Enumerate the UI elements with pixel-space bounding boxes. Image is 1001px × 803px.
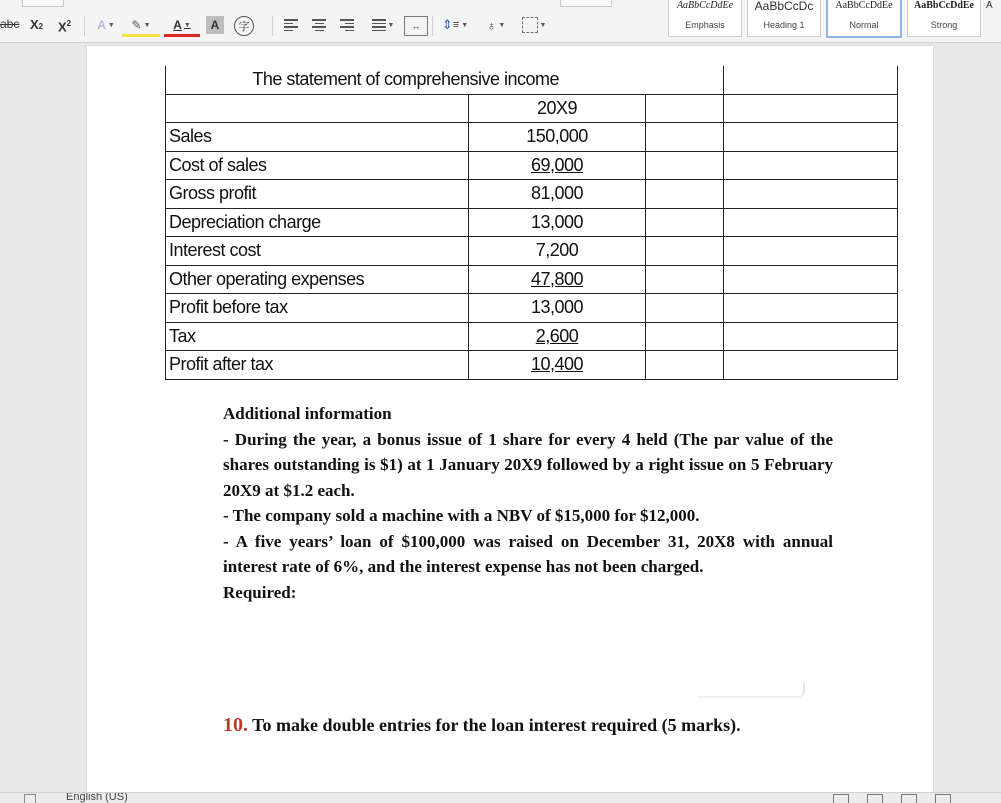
table-cell-empty bbox=[724, 151, 898, 180]
styles-gallery bbox=[668, 0, 993, 38]
strikethrough-button[interactable]: abc bbox=[0, 17, 20, 31]
justify-icon bbox=[372, 19, 386, 31]
table-cell-empty bbox=[646, 123, 724, 152]
align-left-icon bbox=[284, 19, 298, 31]
row-value: 13,000 bbox=[469, 294, 646, 323]
table-cell-empty bbox=[724, 180, 898, 209]
row-value: 7,200 bbox=[469, 237, 646, 266]
status-bar bbox=[0, 792, 1001, 803]
additional-bonus-issue: - During the year, a bonus issue of 1 share for every 4 held (The par value of the shares outstanding is $1) at 1 January 20X9 followed by a right issue on 5 February 20X9 at $1.2 each. bbox=[223, 429, 833, 500]
table-cell-empty bbox=[724, 294, 898, 323]
row-value-text: 10,400 bbox=[530, 354, 584, 375]
chevron-down-icon: ▼ bbox=[183, 21, 191, 29]
highlight-color-button[interactable] bbox=[122, 16, 160, 34]
row-value: 150,000 bbox=[469, 123, 646, 152]
ribbon-control-stub[interactable] bbox=[560, 0, 612, 7]
row-value: 81,000 bbox=[469, 180, 646, 209]
faint-mark bbox=[697, 682, 805, 698]
font-color-swatch bbox=[164, 34, 200, 37]
borders-icon bbox=[522, 17, 538, 33]
table-title-row bbox=[166, 66, 898, 94]
table-cell-empty bbox=[724, 123, 898, 152]
table-cell-empty bbox=[646, 151, 724, 180]
style-strong[interactable] bbox=[907, 0, 981, 37]
style-emphasis[interactable] bbox=[668, 0, 742, 37]
row-value bbox=[469, 351, 646, 380]
highlight-color-swatch bbox=[122, 34, 160, 37]
enclose-characters-button[interactable] bbox=[234, 16, 254, 36]
font-color-icon: A bbox=[173, 18, 182, 32]
ribbon bbox=[0, 0, 1001, 43]
style-normal[interactable] bbox=[826, 0, 902, 38]
align-center-button[interactable] bbox=[310, 16, 328, 34]
row-label: Interest cost bbox=[166, 237, 469, 266]
table-cell-empty bbox=[724, 208, 898, 237]
style-sample: AaBbCcDdEe bbox=[835, 0, 893, 11]
font-color-button[interactable] bbox=[164, 16, 200, 34]
row-label: Other operating expenses bbox=[166, 265, 469, 294]
row-value bbox=[469, 151, 646, 180]
table-row bbox=[166, 322, 898, 351]
table-cell-empty bbox=[646, 237, 724, 266]
row-label: Sales bbox=[166, 123, 469, 152]
superscript-letter: X bbox=[58, 19, 67, 35]
chevron-down-icon: ▼ bbox=[461, 21, 469, 29]
enclose-characters-icon: 字 bbox=[238, 21, 250, 33]
row-label: Profit after tax bbox=[166, 351, 469, 380]
character-shading-icon: A bbox=[210, 18, 220, 32]
table-row bbox=[166, 151, 898, 180]
question-10 bbox=[223, 714, 741, 737]
table-cell-empty bbox=[724, 66, 898, 94]
row-label: Gross profit bbox=[166, 180, 469, 209]
additional-machine-sale: - The company sold a machine with a NBV of $15,000 for $12,000. bbox=[223, 506, 700, 525]
table-cell-empty bbox=[724, 351, 898, 380]
row-value-text: 69,000 bbox=[530, 154, 584, 175]
table-cell-empty bbox=[646, 351, 724, 380]
document-page[interactable] bbox=[87, 46, 933, 792]
style-name: Heading 1 bbox=[763, 20, 805, 30]
subscript-letter: X bbox=[30, 17, 39, 32]
row-value-text: 47,800 bbox=[530, 268, 584, 289]
table-cell-empty bbox=[646, 265, 724, 294]
superscript-button[interactable] bbox=[58, 17, 71, 34]
row-label: Tax bbox=[166, 322, 469, 351]
table-cell-empty bbox=[646, 94, 724, 123]
income-statement-table-wrap bbox=[165, 66, 898, 380]
question-number: 10. bbox=[223, 714, 248, 736]
question-text: To make double entries for the loan interest required (5 marks). bbox=[248, 715, 741, 735]
style-heading-1[interactable] bbox=[747, 0, 821, 37]
align-left-button[interactable] bbox=[282, 16, 300, 34]
align-right-button[interactable] bbox=[338, 16, 356, 34]
text-effects-icon: A bbox=[97, 18, 106, 32]
style-name: Emphasis bbox=[685, 20, 725, 30]
style-sample: AaBbCcDdEe bbox=[676, 0, 734, 11]
ribbon-divider bbox=[432, 16, 433, 36]
borders-button[interactable] bbox=[516, 16, 552, 34]
justify-button[interactable] bbox=[368, 16, 398, 34]
table-cell-empty bbox=[646, 66, 724, 94]
table-row bbox=[166, 123, 898, 152]
ribbon-divider bbox=[84, 16, 85, 36]
chevron-down-icon: ▼ bbox=[539, 21, 547, 29]
chevron-down-icon: ▼ bbox=[143, 21, 151, 29]
distributed-button[interactable] bbox=[404, 16, 428, 36]
character-shading-button[interactable] bbox=[206, 16, 224, 34]
shading-button[interactable] bbox=[480, 16, 512, 34]
chevron-down-icon: ▼ bbox=[387, 21, 395, 29]
table-cell-empty bbox=[166, 94, 469, 123]
more-styles-button[interactable]: A bbox=[986, 0, 993, 11]
line-spacing-icon: ⇕ bbox=[441, 17, 453, 32]
income-statement-table bbox=[165, 66, 898, 380]
table-header-row bbox=[166, 94, 898, 123]
style-sample: AaBbCcDdEe bbox=[913, 0, 974, 11]
table-cell-empty bbox=[646, 322, 724, 351]
highlighter-icon: ✎ bbox=[131, 18, 142, 32]
row-value bbox=[469, 322, 646, 351]
table-row bbox=[166, 265, 898, 294]
table-title: The statement of comprehensive income bbox=[166, 66, 646, 94]
font-size-box[interactable] bbox=[22, 0, 64, 7]
superscript-mark: 2 bbox=[66, 19, 72, 28]
row-label: Cost of sales bbox=[166, 151, 469, 180]
table-cell-empty bbox=[646, 294, 724, 323]
table-cell-empty bbox=[724, 265, 898, 294]
row-label: Profit before tax bbox=[166, 294, 469, 323]
chevron-down-icon: ▼ bbox=[498, 21, 506, 29]
table-row bbox=[166, 294, 898, 323]
table-cell-empty bbox=[724, 94, 898, 123]
row-value-text: 2,600 bbox=[535, 325, 579, 346]
distributed-icon: ↔ bbox=[411, 21, 421, 31]
language-indicator[interactable]: English (US) bbox=[66, 792, 128, 803]
required-label: Required: bbox=[223, 582, 297, 602]
chevron-down-icon: ▼ bbox=[107, 21, 115, 29]
subscript-button[interactable] bbox=[30, 17, 43, 32]
table-row bbox=[166, 208, 898, 237]
additional-information bbox=[223, 401, 833, 605]
align-center-icon bbox=[312, 19, 326, 31]
table-year-header: 20X9 bbox=[469, 94, 646, 123]
style-sample: AaBbCcDc bbox=[754, 0, 814, 12]
line-spacing-button[interactable] bbox=[440, 16, 470, 34]
additional-loan: - A five years’ loan of $100,000 was raised on December 31, 20X8 with annual interest rate of 6%, and the interest expense has not been charged. bbox=[223, 531, 833, 576]
subscript-mark: 2 bbox=[38, 22, 44, 31]
table-row bbox=[166, 180, 898, 209]
table-cell-empty bbox=[646, 180, 724, 209]
paint-bucket-icon: ♁ bbox=[486, 17, 497, 33]
ribbon-divider bbox=[272, 16, 273, 36]
style-name: Strong bbox=[930, 20, 958, 30]
table-row bbox=[166, 237, 898, 266]
line-spacing-lines-icon: ≡ bbox=[452, 19, 460, 31]
table-cell-empty bbox=[646, 208, 724, 237]
row-label: Depreciation charge bbox=[166, 208, 469, 237]
table-row bbox=[166, 351, 898, 380]
row-value: 13,000 bbox=[469, 208, 646, 237]
additional-heading: Additional information bbox=[223, 404, 392, 423]
text-effects-button[interactable] bbox=[92, 16, 120, 34]
table-cell-empty bbox=[724, 322, 898, 351]
align-right-icon bbox=[340, 19, 354, 31]
row-value bbox=[469, 265, 646, 294]
table-cell-empty bbox=[724, 237, 898, 266]
style-name: Normal bbox=[849, 20, 879, 30]
